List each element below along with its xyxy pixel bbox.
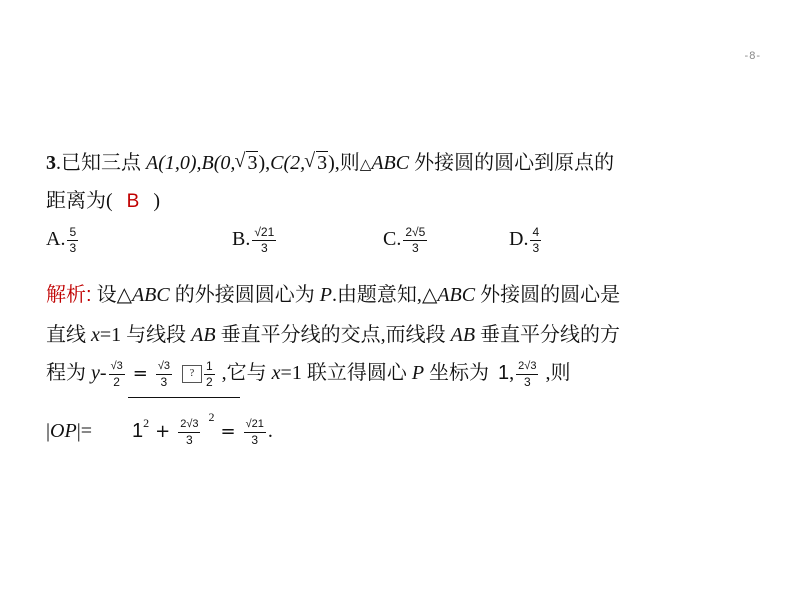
var-x-2: x <box>271 362 281 384</box>
fraction-sqrt3-over-2: $\frac{√3}{2}$ <box>110 359 123 389</box>
solution-label: 解析: <box>46 284 92 306</box>
solution-text: =1 联立得圆心 <box>280 362 412 384</box>
option-a <box>46 226 80 255</box>
point-p-2: P <box>411 362 425 384</box>
solution-line-4 <box>46 410 273 447</box>
solution-text: .由题意知, <box>331 284 422 306</box>
option-b-label: B. <box>232 228 251 251</box>
triangle-name: ABC <box>371 152 410 174</box>
one-squared-exp: 2 <box>143 416 150 431</box>
option-c-label: C. <box>383 228 402 251</box>
question-line-2 <box>46 184 160 213</box>
plus-sign: + <box>155 421 171 443</box>
radical-overline <box>128 397 240 398</box>
fraction-2sqrt3-over-3-b: $\frac{2√3}{3}$ <box>180 418 199 447</box>
triangle-abc: △ABC <box>116 284 170 306</box>
equals-sign-2: = <box>220 421 236 443</box>
coord-one: 1 <box>498 362 510 384</box>
solution-text: 垂直平分线的交点,而线段 <box>215 324 451 346</box>
triangle-symbol: △ <box>359 157 372 173</box>
option-d <box>509 226 543 255</box>
point-p: P <box>319 284 332 306</box>
answer-badge: B <box>126 191 140 212</box>
page-number: -8- <box>744 50 761 62</box>
option-b-fraction: $\frac{√21}{3}$ <box>254 225 275 255</box>
solution-text: ,它与 <box>216 362 272 384</box>
sqrt-3-b: √ 3 <box>235 152 258 175</box>
var-x: x <box>91 324 100 346</box>
point-c-start: C(2, <box>270 152 306 174</box>
option-a-label: A. <box>46 228 66 251</box>
point-b-start: B(0, <box>201 152 236 174</box>
question-line-1 <box>46 146 614 175</box>
segment-op: OP <box>50 420 77 443</box>
result-fraction: $\frac{√21}{3}$ <box>245 418 264 447</box>
segment-ab-2: AB <box>450 324 476 346</box>
triangle-abc-2: △ABC <box>421 284 476 306</box>
equals-sign: = <box>132 363 148 384</box>
option-a-fraction: $\frac{5}{3}$ <box>69 225 77 255</box>
minus-sign: - <box>99 362 107 384</box>
abs-bar-left: | <box>46 420 51 443</box>
question-number: 3 <box>46 152 56 174</box>
solution-line-2 <box>46 318 620 347</box>
abs-bar-equals: |= <box>76 420 92 443</box>
option-c-fraction: $\frac{2√5}{3}$ <box>405 225 426 255</box>
solution-text: 坐标为 <box>424 362 495 384</box>
question-line-2-close: ) <box>153 190 161 212</box>
coord-comma: , <box>509 362 515 384</box>
option-c <box>383 226 429 255</box>
question-prefix: .已知三点 <box>56 152 146 174</box>
fraction-one-half: $\frac{1}{2}$ <box>205 358 213 389</box>
sqrt-3-c: √ 3 <box>305 152 328 175</box>
period: . <box>267 420 273 443</box>
segment-ab: AB <box>191 324 216 346</box>
solution-text: =1 与线段 <box>99 324 192 346</box>
solution-text: 设 <box>91 284 117 306</box>
fraction-2sqrt3-over-3: $\frac{2√3}{3}$ <box>518 359 537 389</box>
solution-text: 外接圆的圆心是 <box>475 284 621 306</box>
point-c-end: ),则 <box>328 152 360 174</box>
solution-text: 程为 <box>46 362 91 384</box>
missing-glyph-icon: ? <box>182 365 202 383</box>
var-y: y <box>91 362 100 384</box>
one-squared-base: 1 <box>131 420 144 443</box>
question-line-2-text: 距离为( <box>46 190 113 212</box>
outer-exp: 2 <box>208 410 215 425</box>
option-d-label: D. <box>509 228 529 251</box>
option-b <box>232 226 278 255</box>
solution-text: ,则 <box>540 362 571 384</box>
solution-text: 直线 <box>46 324 91 346</box>
point-a: A(1,0), <box>146 152 202 174</box>
point-b-end: ), <box>258 152 271 174</box>
solution-line-1 <box>46 278 620 307</box>
solution-text: 垂直平分线的方 <box>475 324 621 346</box>
solution-line-3 <box>46 356 570 389</box>
option-d-fraction: $\frac{4}{3}$ <box>532 225 540 255</box>
solution-text: 的外接圆圆心为 <box>169 284 320 306</box>
question-suffix: 外接圆的圆心到原点的 <box>409 152 615 174</box>
fraction-sqrt3-over-3: $\frac{√3}{3}$ <box>157 359 170 389</box>
